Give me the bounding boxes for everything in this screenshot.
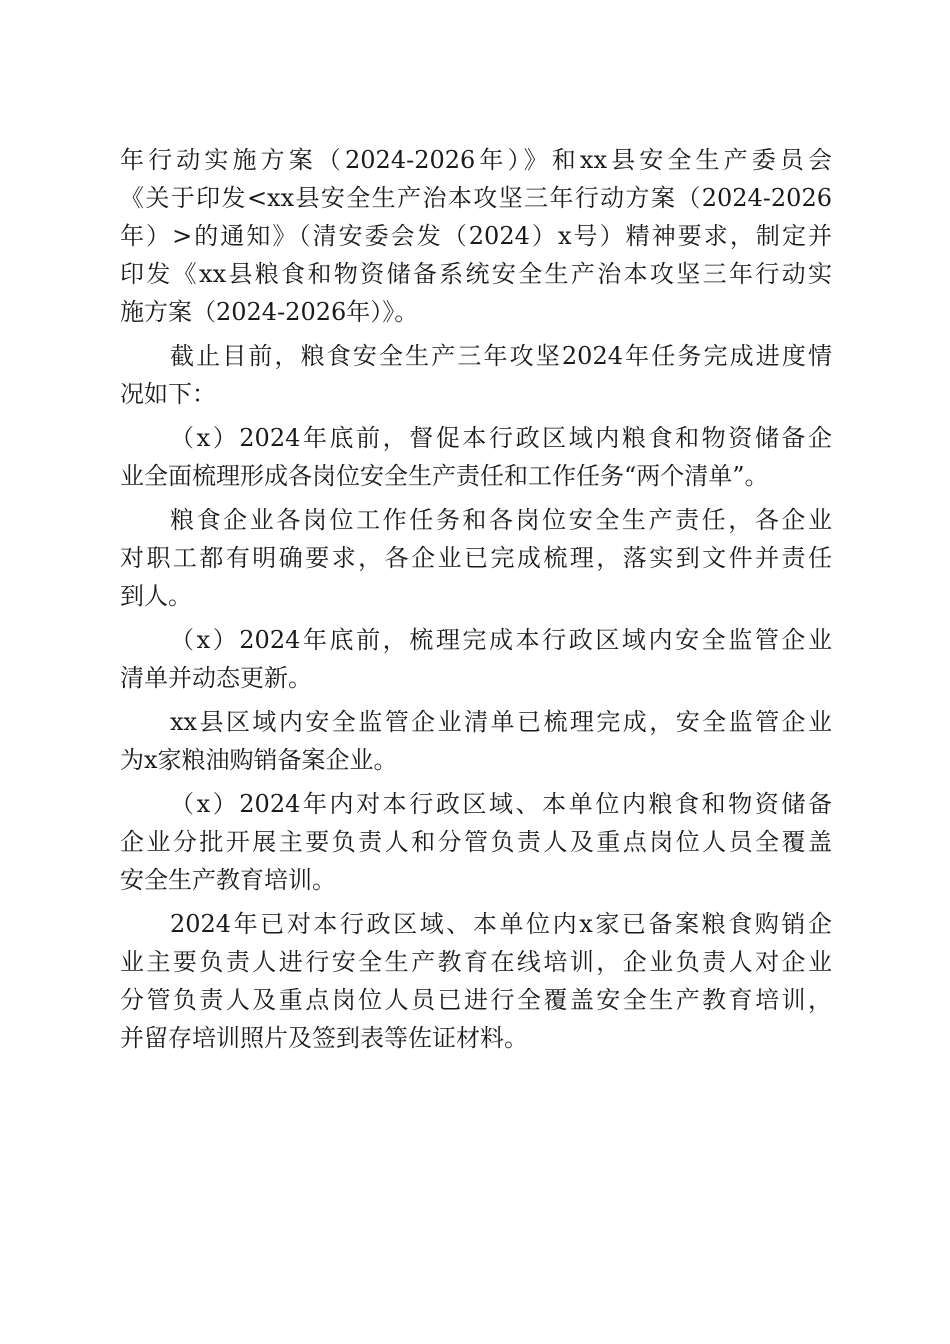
paragraph-progress-intro	[120, 337, 832, 413]
paragraph-plan-issuance	[120, 141, 832, 331]
text-line: 2024年已对本行政区域、本单位内x家已备案粮食购销企	[170, 910, 832, 938]
paragraph-task-2-heading	[120, 621, 832, 697]
text-line: 为x家粮油购销备案企业。	[120, 746, 398, 774]
paragraph-task-3-progress	[120, 905, 832, 1057]
paragraph-task-3-heading	[120, 785, 832, 899]
text-line: 并留存培训照片及签到表等佐证材料。	[120, 1024, 528, 1052]
text-line: 截止目前，粮食安全生产三年攻坚2024年任务完成进度情	[170, 342, 832, 370]
text-line: 安全生产教育培训。	[120, 866, 336, 894]
text-line: 《关于印发<xx县安全生产治本攻坚三年行动方案（2024-2026	[120, 184, 832, 212]
paragraph-task-1-progress	[120, 501, 832, 615]
text-line: （x）2024年内对本行政区域、本单位内粮食和物资储备	[170, 790, 832, 818]
text-line: 业全面梳理形成各岗位安全生产责任和工作任务“两个清单”。	[120, 462, 769, 490]
text-line: 对职工都有明确要求，各企业已完成梳理，落实到文件并责任	[120, 544, 832, 572]
text-line: 年）>的通知》（清安委会发（2024）x号）精神要求，制定并	[120, 222, 832, 250]
paragraph-task-2-progress	[120, 703, 832, 779]
text-line: 况如下：	[120, 380, 216, 408]
text-line: 企业分批开展主要负责人和分管负责人及重点岗位人员全覆盖	[120, 828, 832, 856]
text-line: 到人。	[120, 582, 192, 610]
document-body	[120, 141, 832, 1057]
text-line: （x）2024年底前，督促本行政区域内粮食和物资储备企	[170, 424, 832, 452]
text-line: xx县区域内安全监管企业清单已梳理完成，安全监管企业	[170, 708, 832, 736]
text-line: 年行动实施方案（2024-2026年）》和xx县安全生产委员会	[120, 146, 832, 174]
text-line: （x）2024年底前，梳理完成本行政区域内安全监管企业	[170, 626, 832, 654]
text-line: 粮食企业各岗位工作任务和各岗位安全生产责任，各企业	[170, 506, 832, 534]
text-line: 印发《xx县粮食和物资储备系统安全生产治本攻坚三年行动实	[120, 260, 832, 288]
text-line: 清单并动态更新。	[120, 664, 312, 692]
text-line: 施方案（2024-2026年）》。	[120, 298, 419, 326]
text-line: 分管负责人及重点岗位人员已进行全覆盖安全生产教育培训，	[120, 986, 832, 1014]
text-line: 业主要负责人进行安全生产教育在线培训，企业负责人对企业	[120, 948, 832, 976]
paragraph-task-1-heading	[120, 419, 832, 495]
